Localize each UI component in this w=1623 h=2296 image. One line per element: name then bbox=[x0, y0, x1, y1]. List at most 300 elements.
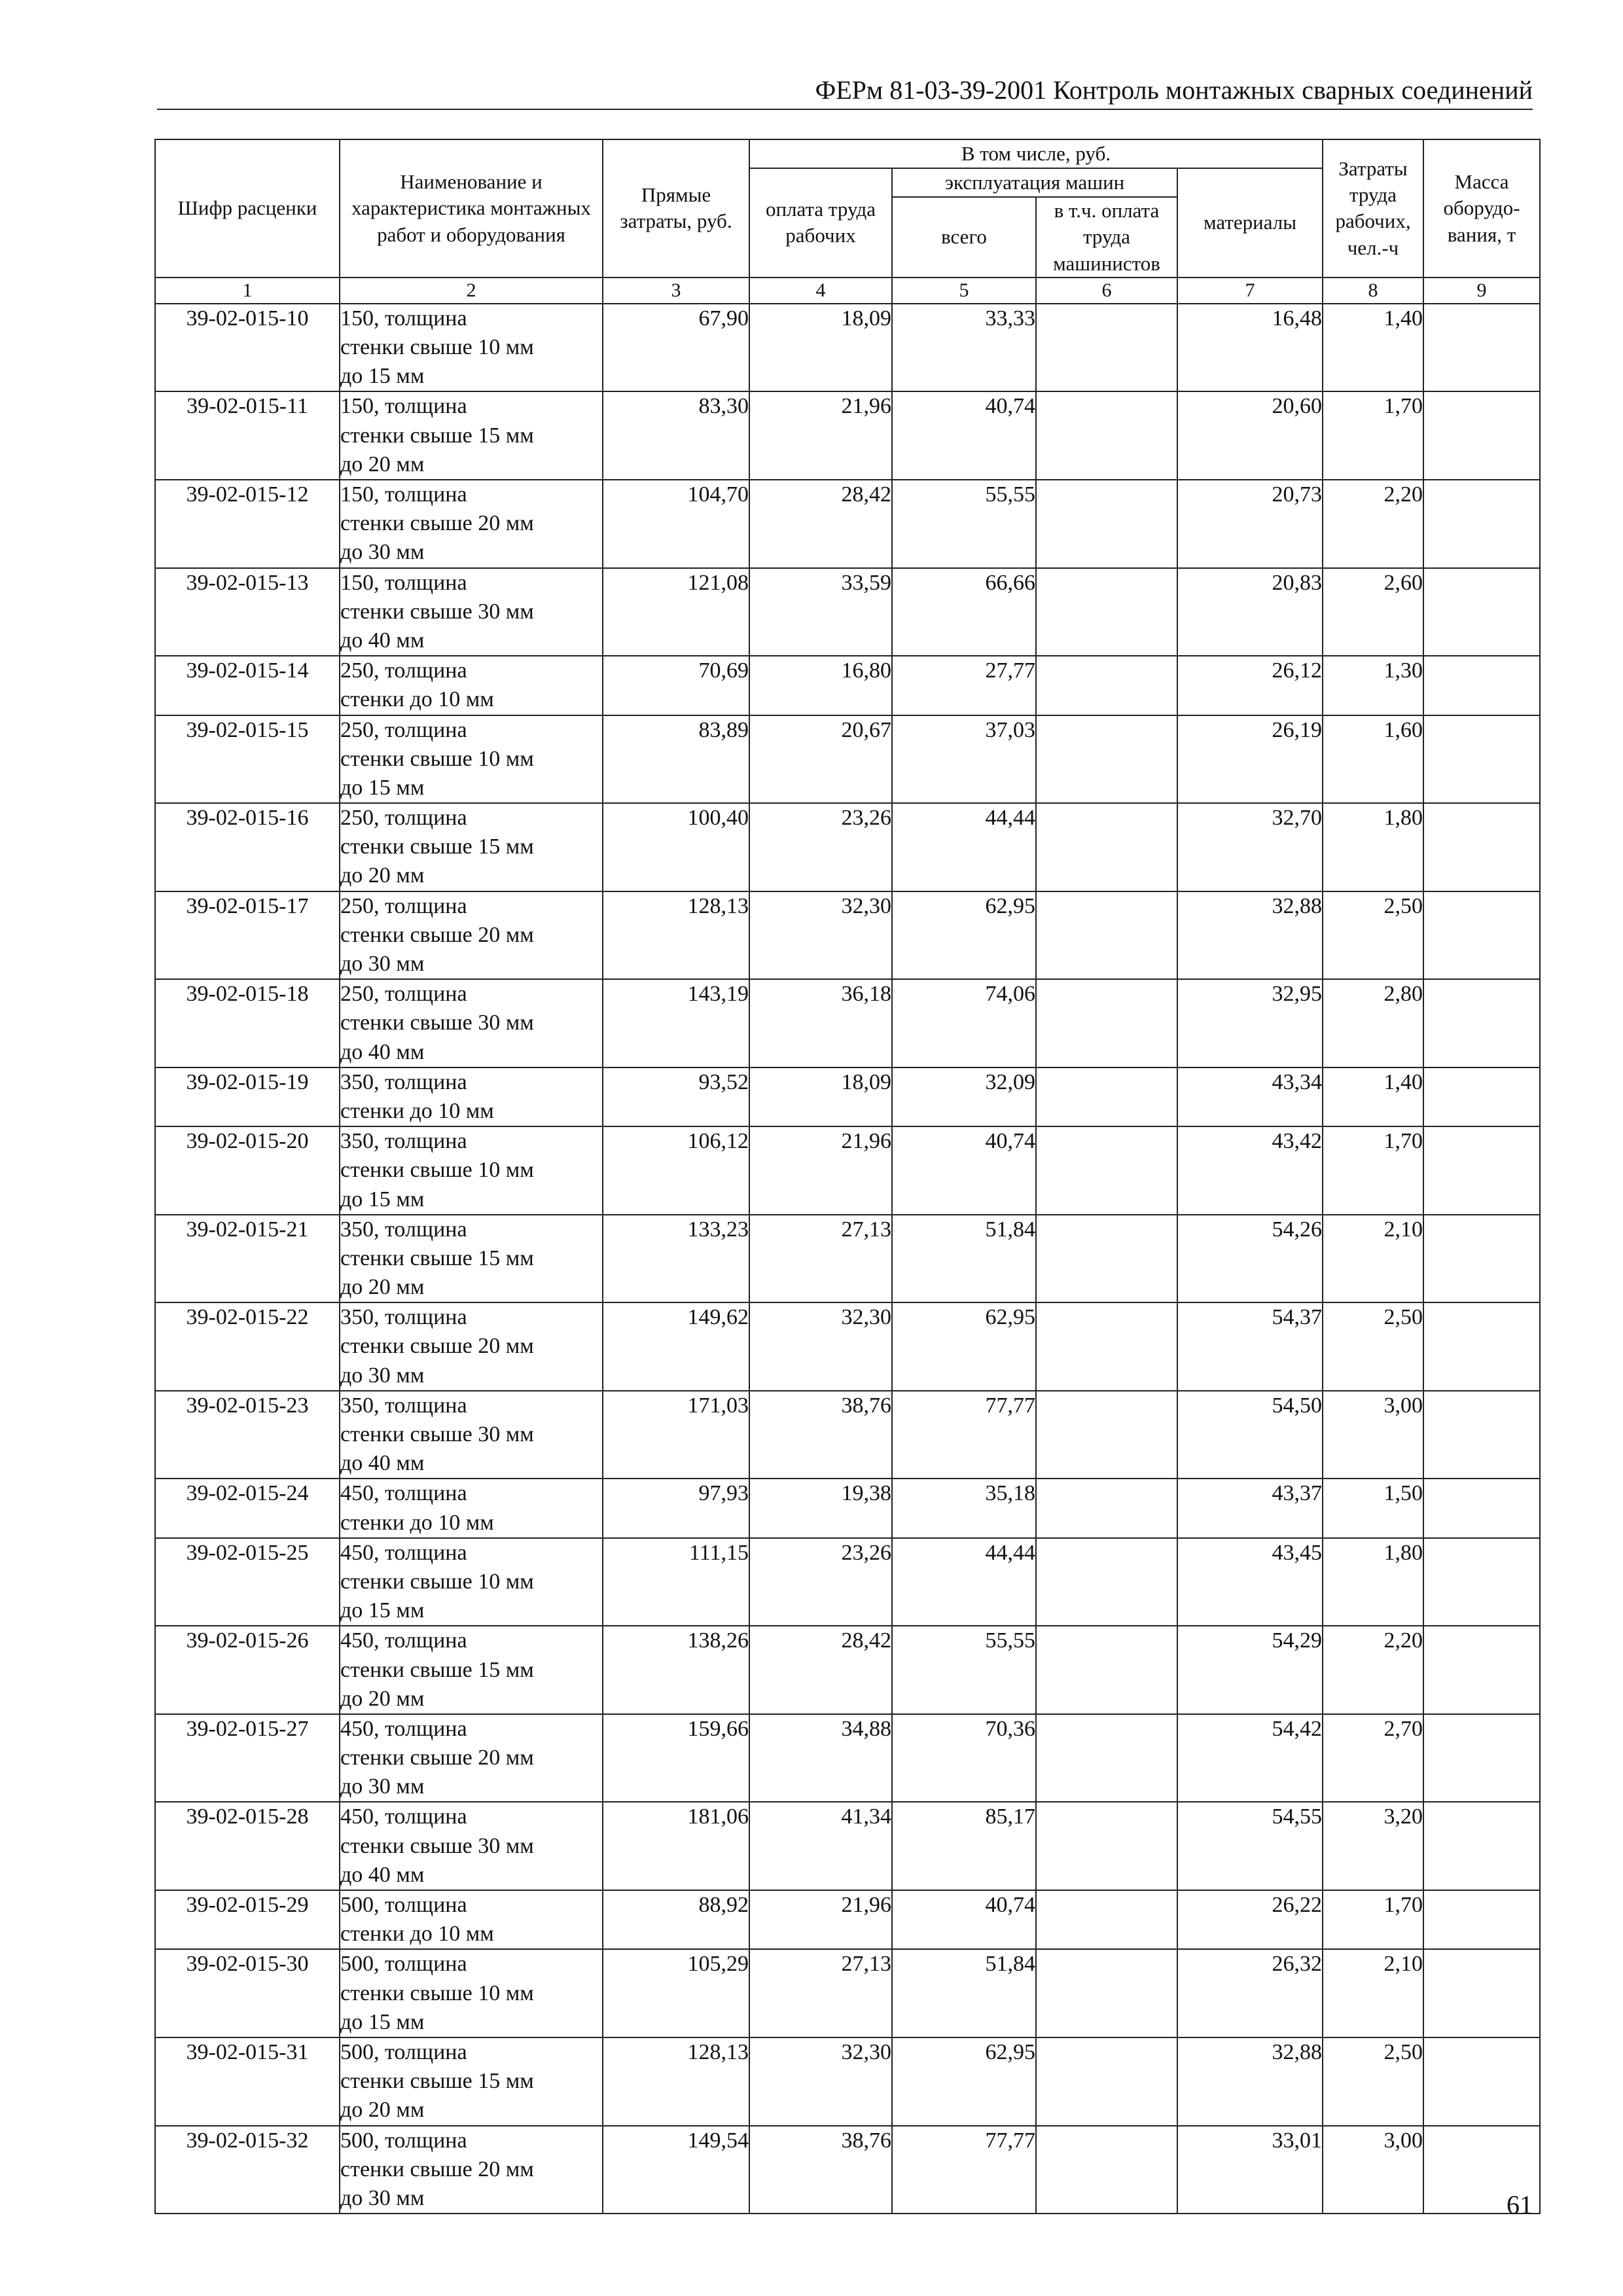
direct-cost: 100,40 bbox=[603, 803, 749, 891]
machines-total: 40,74 bbox=[892, 391, 1036, 480]
description-line: 250, толщина bbox=[340, 893, 467, 918]
rate-code: 39-02-015-11 bbox=[155, 391, 340, 480]
rate-code: 39-02-015-17 bbox=[155, 891, 340, 980]
description-line: стенки свыше 20 мм bbox=[340, 1746, 534, 1770]
machinists-pay bbox=[1036, 1302, 1177, 1391]
direct-cost: 105,29 bbox=[603, 1949, 749, 2037]
table-row bbox=[155, 891, 1540, 980]
direct-cost: 97,93 bbox=[603, 1479, 749, 1537]
col-number: 4 bbox=[749, 278, 892, 304]
equipment-mass bbox=[1423, 1215, 1540, 1303]
direct-cost: 128,13 bbox=[603, 2037, 749, 2126]
work-description bbox=[340, 1949, 603, 2037]
rate-code: 39-02-015-18 bbox=[155, 979, 340, 1067]
labor-pay: 33,59 bbox=[749, 568, 892, 656]
description-line: стенки свыше 20 мм bbox=[340, 2157, 534, 2181]
rate-code: 39-02-015-25 bbox=[155, 1538, 340, 1626]
direct-cost: 128,13 bbox=[603, 891, 749, 980]
equipment-mass bbox=[1423, 1126, 1540, 1215]
description-line: до 20 мм bbox=[340, 1275, 425, 1300]
table-body bbox=[155, 304, 1540, 2214]
description-line: 350, толщина bbox=[340, 1069, 467, 1094]
labor-pay: 21,96 bbox=[749, 391, 892, 480]
description-line: 150, толщина bbox=[340, 482, 467, 507]
machines-total: 66,66 bbox=[892, 568, 1036, 656]
labor-pay: 27,13 bbox=[749, 1949, 892, 2037]
description-line: до 30 мм bbox=[340, 1774, 425, 1799]
materials-cost: 32,88 bbox=[1177, 891, 1323, 980]
work-description bbox=[340, 1391, 603, 1479]
description-line: 450, толщина bbox=[340, 1804, 467, 1829]
description-line: 450, толщина bbox=[340, 1716, 467, 1741]
labor-pay: 20,67 bbox=[749, 715, 892, 804]
direct-cost: 104,70 bbox=[603, 480, 749, 568]
table-row bbox=[155, 1626, 1540, 1714]
labor-hours: 3,20 bbox=[1323, 1802, 1423, 1890]
col-header-code: Шифр расценки bbox=[155, 139, 340, 278]
work-description bbox=[340, 1479, 603, 1537]
description-line: 450, толщина bbox=[340, 1481, 467, 1506]
materials-cost: 26,22 bbox=[1177, 1890, 1323, 1949]
materials-cost: 26,12 bbox=[1177, 656, 1323, 715]
labor-hours: 3,00 bbox=[1323, 1391, 1423, 1479]
materials-cost: 54,37 bbox=[1177, 1302, 1323, 1391]
labor-pay: 18,09 bbox=[749, 304, 892, 392]
work-description bbox=[340, 1714, 603, 1803]
labor-hours: 2,20 bbox=[1323, 480, 1423, 568]
table-row bbox=[155, 2126, 1540, 2214]
description-line: до 40 мм bbox=[340, 1039, 425, 1064]
description-line: до 20 мм bbox=[340, 863, 425, 888]
rate-code: 39-02-015-20 bbox=[155, 1126, 340, 1215]
equipment-mass bbox=[1423, 1802, 1540, 1890]
table-row bbox=[155, 391, 1540, 480]
description-line: стенки свыше 20 мм bbox=[340, 511, 534, 536]
description-line: стенки свыше 15 мм bbox=[340, 834, 534, 859]
col-number: 2 bbox=[340, 278, 603, 304]
equipment-mass bbox=[1423, 1391, 1540, 1479]
description-line: 450, толщина bbox=[340, 1540, 467, 1565]
machinists-pay bbox=[1036, 1949, 1177, 2037]
labor-hours: 1,30 bbox=[1323, 656, 1423, 715]
labor-pay: 38,76 bbox=[749, 1391, 892, 1479]
description-line: до 40 мм bbox=[340, 628, 425, 653]
work-description bbox=[340, 1302, 603, 1391]
description-line: стенки свыше 15 мм bbox=[340, 2069, 534, 2094]
description-line: стенки свыше 30 мм bbox=[340, 1011, 534, 1035]
materials-cost: 26,19 bbox=[1177, 715, 1323, 804]
direct-cost: 133,23 bbox=[603, 1215, 749, 1303]
machines-total: 62,95 bbox=[892, 891, 1036, 980]
description-line: 500, толщина bbox=[340, 1952, 467, 1977]
description-line: до 15 мм bbox=[340, 775, 425, 800]
description-line: 350, толщина bbox=[340, 1305, 467, 1330]
labor-pay: 34,88 bbox=[749, 1714, 892, 1803]
materials-cost: 32,70 bbox=[1177, 803, 1323, 891]
direct-cost: 83,89 bbox=[603, 715, 749, 804]
table-row bbox=[155, 1302, 1540, 1391]
table-row bbox=[155, 979, 1540, 1067]
labor-hours: 1,60 bbox=[1323, 715, 1423, 804]
description-line: до 20 мм bbox=[340, 452, 425, 476]
equipment-mass bbox=[1423, 1714, 1540, 1803]
machines-total: 27,77 bbox=[892, 656, 1036, 715]
column-number-row bbox=[155, 278, 1540, 304]
direct-cost: 121,08 bbox=[603, 568, 749, 656]
direct-cost: 143,19 bbox=[603, 979, 749, 1067]
table-header bbox=[155, 139, 1540, 304]
description-line: 450, толщина bbox=[340, 1628, 467, 1653]
materials-cost: 26,32 bbox=[1177, 1949, 1323, 2037]
machines-total: 55,55 bbox=[892, 1626, 1036, 1714]
machinists-pay bbox=[1036, 2126, 1177, 2214]
machinists-pay bbox=[1036, 1215, 1177, 1303]
machines-total: 35,18 bbox=[892, 1479, 1036, 1537]
labor-pay: 23,26 bbox=[749, 803, 892, 891]
machinists-pay bbox=[1036, 1714, 1177, 1803]
description-line: до 30 мм bbox=[340, 952, 425, 977]
direct-cost: 138,26 bbox=[603, 1626, 749, 1714]
materials-cost: 43,34 bbox=[1177, 1067, 1323, 1126]
table-row bbox=[155, 2037, 1540, 2126]
description-line: 150, толщина bbox=[340, 394, 467, 419]
machines-total: 77,77 bbox=[892, 2126, 1036, 2214]
work-description bbox=[340, 715, 603, 804]
labor-hours: 3,00 bbox=[1323, 2126, 1423, 2214]
rate-code: 39-02-015-30 bbox=[155, 1949, 340, 2037]
description-line: стенки свыше 10 мм bbox=[340, 1569, 534, 1594]
description-line: до 20 мм bbox=[340, 1686, 425, 1711]
machines-total: 74,06 bbox=[892, 979, 1036, 1067]
equipment-mass bbox=[1423, 480, 1540, 568]
machinists-pay bbox=[1036, 304, 1177, 392]
col-header-labor-pay: оплата труда рабочих bbox=[749, 168, 892, 278]
labor-hours: 1,50 bbox=[1323, 1479, 1423, 1537]
description-line: до 30 мм bbox=[340, 540, 425, 565]
machines-total: 70,36 bbox=[892, 1714, 1036, 1803]
table-row bbox=[155, 480, 1540, 568]
machines-total: 51,84 bbox=[892, 1215, 1036, 1303]
equipment-mass bbox=[1423, 1949, 1540, 2037]
machines-total: 33,33 bbox=[892, 304, 1036, 392]
rate-code: 39-02-015-23 bbox=[155, 1391, 340, 1479]
table-row bbox=[155, 803, 1540, 891]
col-header-machines-total: всего bbox=[892, 197, 1036, 278]
equipment-mass bbox=[1423, 568, 1540, 656]
equipment-mass bbox=[1423, 1067, 1540, 1126]
direct-cost: 171,03 bbox=[603, 1391, 749, 1479]
machinists-pay bbox=[1036, 1626, 1177, 1714]
labor-hours: 1,40 bbox=[1323, 1067, 1423, 1126]
col-number: 1 bbox=[155, 278, 340, 304]
materials-cost: 33,01 bbox=[1177, 2126, 1323, 2214]
col-header-direct: Прямые затраты, руб. bbox=[603, 139, 749, 278]
description-line: 350, толщина bbox=[340, 1129, 467, 1154]
labor-pay: 32,30 bbox=[749, 1302, 892, 1391]
labor-hours: 1,70 bbox=[1323, 391, 1423, 480]
materials-cost: 16,48 bbox=[1177, 304, 1323, 392]
work-description bbox=[340, 1215, 603, 1303]
rate-code: 39-02-015-10 bbox=[155, 304, 340, 392]
machines-total: 40,74 bbox=[892, 1126, 1036, 1215]
description-line: до 30 мм bbox=[340, 1363, 425, 1388]
machines-total: 77,77 bbox=[892, 1391, 1036, 1479]
machinists-pay bbox=[1036, 391, 1177, 480]
materials-cost: 54,55 bbox=[1177, 1802, 1323, 1890]
description-line: стенки до 10 мм bbox=[340, 1922, 494, 1946]
work-description bbox=[340, 1802, 603, 1890]
work-description bbox=[340, 803, 603, 891]
col-header-mass: Масса оборудо-вания, т bbox=[1423, 139, 1540, 278]
col-number: 8 bbox=[1323, 278, 1423, 304]
description-line: до 40 мм bbox=[340, 1451, 425, 1476]
machinists-pay bbox=[1036, 979, 1177, 1067]
labor-hours: 2,60 bbox=[1323, 568, 1423, 656]
labor-pay: 21,96 bbox=[749, 1126, 892, 1215]
direct-cost: 83,30 bbox=[603, 391, 749, 480]
col-number: 6 bbox=[1036, 278, 1177, 304]
direct-cost: 70,69 bbox=[603, 656, 749, 715]
work-description bbox=[340, 1626, 603, 1714]
description-line: до 15 мм bbox=[340, 364, 425, 389]
machines-total: 44,44 bbox=[892, 1538, 1036, 1626]
direct-cost: 111,15 bbox=[603, 1538, 749, 1626]
machines-total: 40,74 bbox=[892, 1890, 1036, 1949]
direct-cost: 106,12 bbox=[603, 1126, 749, 1215]
description-line: 350, толщина bbox=[340, 1217, 467, 1242]
description-line: стенки свыше 15 мм bbox=[340, 423, 534, 448]
equipment-mass bbox=[1423, 803, 1540, 891]
description-line: стенки до 10 мм bbox=[340, 1098, 494, 1123]
description-line: стенки до 10 мм bbox=[340, 1510, 494, 1535]
materials-cost: 54,42 bbox=[1177, 1714, 1323, 1803]
machinists-pay bbox=[1036, 2037, 1177, 2126]
machines-total: 32,09 bbox=[892, 1067, 1036, 1126]
labor-pay: 41,34 bbox=[749, 1802, 892, 1890]
rate-code: 39-02-015-32 bbox=[155, 2126, 340, 2214]
machinists-pay bbox=[1036, 480, 1177, 568]
materials-cost: 43,37 bbox=[1177, 1479, 1323, 1537]
direct-cost: 149,62 bbox=[603, 1302, 749, 1391]
rate-code: 39-02-015-28 bbox=[155, 1802, 340, 1890]
equipment-mass bbox=[1423, 891, 1540, 980]
work-description bbox=[340, 480, 603, 568]
description-line: до 15 мм bbox=[340, 2009, 425, 2034]
rate-code: 39-02-015-24 bbox=[155, 1479, 340, 1537]
machinists-pay bbox=[1036, 1391, 1177, 1479]
equipment-mass bbox=[1423, 1302, 1540, 1391]
labor-pay: 19,38 bbox=[749, 1479, 892, 1537]
labor-pay: 32,30 bbox=[749, 891, 892, 980]
labor-hours: 1,80 bbox=[1323, 1538, 1423, 1626]
labor-pay: 28,42 bbox=[749, 1626, 892, 1714]
equipment-mass bbox=[1423, 1538, 1540, 1626]
col-header-machinists-pay: в т.ч. оплата труда машинистов bbox=[1036, 197, 1177, 278]
description-line: стенки свыше 10 мм bbox=[340, 1158, 534, 1183]
table-row bbox=[155, 1067, 1540, 1126]
machinists-pay bbox=[1036, 1802, 1177, 1890]
table-row bbox=[155, 1802, 1540, 1890]
description-line: до 40 мм bbox=[340, 1862, 425, 1887]
machines-total: 51,84 bbox=[892, 1949, 1036, 2037]
materials-cost: 32,95 bbox=[1177, 979, 1323, 1067]
description-line: 500, толщина bbox=[340, 1893, 467, 1918]
equipment-mass bbox=[1423, 656, 1540, 715]
equipment-mass bbox=[1423, 1626, 1540, 1714]
running-header: ФЕРм 81-03-39-2001 Контроль монтажных сварных соединений bbox=[157, 72, 1533, 110]
materials-cost: 43,45 bbox=[1177, 1538, 1323, 1626]
equipment-mass bbox=[1423, 2037, 1540, 2126]
machinists-pay bbox=[1036, 1538, 1177, 1626]
work-description bbox=[340, 568, 603, 656]
description-line: стенки свыше 30 мм bbox=[340, 599, 534, 624]
rate-code: 39-02-015-22 bbox=[155, 1302, 340, 1391]
work-description bbox=[340, 1126, 603, 1215]
materials-cost: 43,42 bbox=[1177, 1126, 1323, 1215]
table-row bbox=[155, 304, 1540, 392]
col-header-labor-hours: Затраты труда рабочих, чел.-ч bbox=[1323, 139, 1423, 278]
work-description bbox=[340, 891, 603, 980]
description-line: стенки свыше 30 мм bbox=[340, 1833, 534, 1858]
work-description bbox=[340, 2126, 603, 2214]
rate-code: 39-02-015-12 bbox=[155, 480, 340, 568]
labor-hours: 2,80 bbox=[1323, 979, 1423, 1067]
direct-cost: 149,54 bbox=[603, 2126, 749, 2214]
work-description bbox=[340, 1067, 603, 1126]
labor-pay: 38,76 bbox=[749, 2126, 892, 2214]
rate-code: 39-02-015-13 bbox=[155, 568, 340, 656]
rates-table bbox=[154, 139, 1541, 2214]
labor-pay: 21,96 bbox=[749, 1890, 892, 1949]
machinists-pay bbox=[1036, 1067, 1177, 1126]
description-line: 250, толщина bbox=[340, 982, 467, 1007]
description-line: до 20 мм bbox=[340, 2098, 425, 2123]
work-description bbox=[340, 1890, 603, 1949]
machines-total: 37,03 bbox=[892, 715, 1036, 804]
labor-pay: 27,13 bbox=[749, 1215, 892, 1303]
col-number: 7 bbox=[1177, 278, 1323, 304]
work-description bbox=[340, 391, 603, 480]
table-row bbox=[155, 1215, 1540, 1303]
description-line: стенки свыше 15 мм bbox=[340, 1657, 534, 1682]
direct-cost: 181,06 bbox=[603, 1802, 749, 1890]
labor-hours: 1,70 bbox=[1323, 1890, 1423, 1949]
materials-cost: 32,88 bbox=[1177, 2037, 1323, 2126]
table-row bbox=[155, 1126, 1540, 1215]
rate-code: 39-02-015-19 bbox=[155, 1067, 340, 1126]
equipment-mass bbox=[1423, 715, 1540, 804]
rate-code: 39-02-015-31 bbox=[155, 2037, 340, 2126]
description-line: до 15 мм bbox=[340, 1598, 425, 1623]
rate-code: 39-02-015-14 bbox=[155, 656, 340, 715]
machinists-pay bbox=[1036, 1890, 1177, 1949]
col-number: 3 bbox=[603, 278, 749, 304]
labor-pay: 36,18 bbox=[749, 979, 892, 1067]
direct-cost: 88,92 bbox=[603, 1890, 749, 1949]
labor-hours: 1,70 bbox=[1323, 1126, 1423, 1215]
table-row bbox=[155, 656, 1540, 715]
table-row bbox=[155, 1949, 1540, 2037]
equipment-mass bbox=[1423, 304, 1540, 392]
rate-code: 39-02-015-15 bbox=[155, 715, 340, 804]
equipment-mass bbox=[1423, 1479, 1540, 1537]
col-number: 5 bbox=[892, 278, 1036, 304]
table-row bbox=[155, 1538, 1540, 1626]
rate-code: 39-02-015-26 bbox=[155, 1626, 340, 1714]
machinists-pay bbox=[1036, 1479, 1177, 1537]
work-description bbox=[340, 1538, 603, 1626]
materials-cost: 54,26 bbox=[1177, 1215, 1323, 1303]
labor-hours: 2,70 bbox=[1323, 1714, 1423, 1803]
rate-code: 39-02-015-27 bbox=[155, 1714, 340, 1803]
machines-total: 55,55 bbox=[892, 480, 1036, 568]
description-line: стенки свыше 15 мм bbox=[340, 1246, 534, 1270]
table-row bbox=[155, 1890, 1540, 1949]
description-line: до 15 мм bbox=[340, 1187, 425, 1211]
description-line: стенки свыше 30 мм bbox=[340, 1422, 534, 1447]
machinists-pay bbox=[1036, 656, 1177, 715]
labor-hours: 2,50 bbox=[1323, 1302, 1423, 1391]
table-row bbox=[155, 1391, 1540, 1479]
labor-hours: 2,50 bbox=[1323, 2037, 1423, 2126]
work-description bbox=[340, 656, 603, 715]
table-row bbox=[155, 1714, 1540, 1803]
equipment-mass bbox=[1423, 979, 1540, 1067]
machinists-pay bbox=[1036, 891, 1177, 980]
direct-cost: 93,52 bbox=[603, 1067, 749, 1126]
col-header-machines: эксплуатация машин bbox=[892, 168, 1177, 197]
work-description bbox=[340, 979, 603, 1067]
machines-total: 62,95 bbox=[892, 2037, 1036, 2126]
description-line: 250, толщина bbox=[340, 658, 467, 683]
equipment-mass bbox=[1423, 391, 1540, 480]
description-line: 350, толщина bbox=[340, 1393, 467, 1418]
direct-cost: 67,90 bbox=[603, 304, 749, 392]
materials-cost: 20,60 bbox=[1177, 391, 1323, 480]
machinists-pay bbox=[1036, 568, 1177, 656]
machines-total: 85,17 bbox=[892, 1802, 1036, 1890]
table-row bbox=[155, 568, 1540, 656]
description-line: 150, толщина bbox=[340, 570, 467, 595]
labor-pay: 28,42 bbox=[749, 480, 892, 568]
description-line: 150, толщина bbox=[340, 306, 467, 331]
page-number: 61 bbox=[1507, 2190, 1533, 2219]
rate-code: 39-02-015-21 bbox=[155, 1215, 340, 1303]
description-line: стенки свыше 10 мм bbox=[340, 335, 534, 360]
machines-total: 44,44 bbox=[892, 803, 1036, 891]
labor-hours: 2,50 bbox=[1323, 891, 1423, 980]
labor-hours: 1,40 bbox=[1323, 304, 1423, 392]
description-line: стенки свыше 10 мм bbox=[340, 1981, 534, 2005]
table-row bbox=[155, 1479, 1540, 1537]
description-line: стенки свыше 10 мм bbox=[340, 746, 534, 771]
machinists-pay bbox=[1036, 715, 1177, 804]
materials-cost: 20,83 bbox=[1177, 568, 1323, 656]
table-row bbox=[155, 715, 1540, 804]
labor-hours: 2,20 bbox=[1323, 1626, 1423, 1714]
description-line: 250, толщина bbox=[340, 717, 467, 742]
rate-code: 39-02-015-16 bbox=[155, 803, 340, 891]
description-line: стенки до 10 мм bbox=[340, 687, 494, 712]
materials-cost: 54,29 bbox=[1177, 1626, 1323, 1714]
description-line: 500, толщина bbox=[340, 2039, 467, 2064]
description-line: стенки свыше 20 мм bbox=[340, 1334, 534, 1359]
col-header-name: Наименование и характеристика монтажных работ и оборудования bbox=[340, 139, 603, 278]
col-header-group-incl: В том числе, руб. bbox=[749, 139, 1323, 168]
materials-cost: 20,73 bbox=[1177, 480, 1323, 568]
labor-pay: 32,30 bbox=[749, 2037, 892, 2126]
labor-hours: 2,10 bbox=[1323, 1215, 1423, 1303]
